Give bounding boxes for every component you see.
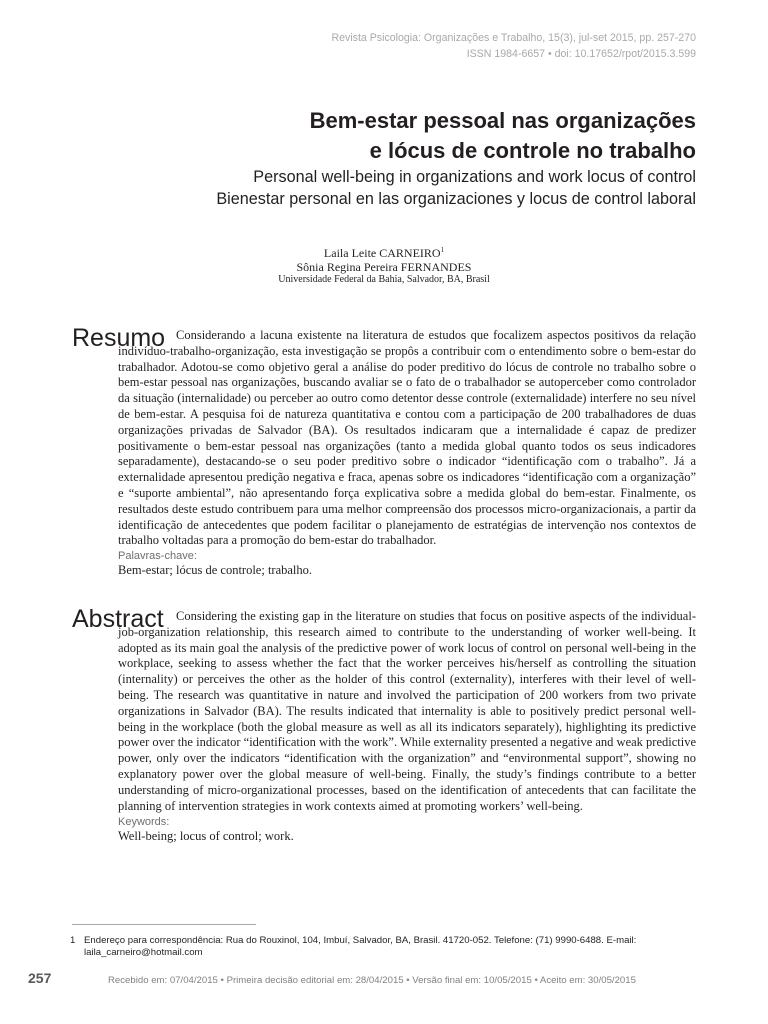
title-portuguese-line1: Bem-estar pessoal nas organizações [309, 108, 696, 133]
abstract-heading: Abstract [72, 605, 164, 633]
abstract-text: Considering the existing gap in the literature on studies that focus on positive aspects of the individual-job-organization relationship, this research aimed to contribute to the understanding of worker well-being. It adopted as its main goal the analysis of the predictive power of work locus of control on personal well-being in the workplace, seeking to assess whether the fact that the worker perceives his/herself as controlling the situation (internality) or perceives the other as the holder of this control (externality), interferes with their level of well-being. The research was quantitative in nature and involved the participation of 200 workers from two private organizations in Salvador (BA). The results indicated that internality is able to positively predict personal well-being in the workplace (both the global measure as well as all its indicators separately), highlighting its predictive power over the indicator “identification with the work”. While externality presented a negative and weak predictive power, only over the indicators “identification with the organization” and “environmental support”, showing no explanatory power over the global measure of well-being. Finally, the study’s findings contribute to a better understanding of micro-organizational processes, based on the identification of antecedents that can facilitate the planning of intervention strategies in work contexts aimed at promoting workers’ well-being. [118, 609, 697, 813]
abstract-body [118, 609, 696, 814]
title-portuguese-line2: e lócus de controle no trabalho [369, 138, 696, 163]
submission-dates: Recebido em: 07/04/2015 • Primeira decisão editorial em: 28/04/2015 • Versão final em: 10/05/2015 • Aceito em: 30/05/2015 [108, 975, 636, 986]
journal-citation: Revista Psicologia: Organizações e Trabalho, 15(3), jul-set 2015, pp. 257-270 [331, 32, 696, 44]
resumo-keywords: Bem-estar; lócus de controle; trabalho. [118, 563, 313, 577]
title-spanish: Bienestar personal en las organizaciones y locus de control laboral [216, 190, 696, 208]
page-number: 257 [28, 970, 52, 986]
footnote-divider [72, 924, 256, 925]
title-english: Personal well-being in organizations and work locus of control [253, 168, 696, 186]
author-block [0, 243, 768, 286]
footnote-mark: 1 [70, 935, 76, 946]
resumo-heading: Resumo [72, 324, 166, 352]
issn-doi: ISSN 1984-6657 • doi: 10.17652/rpot/2015.3.599 [466, 48, 696, 60]
resumo-text: Considerando a lacuna existente na literatura de estudos que focalizem aspectos positivos da relação indivíduo-trabalho-organização, esta investigação se propôs a contribuir com o entendimento sobre o bem-estar do trabalhador. Adotou-se como objetivo geral a análise do poder preditivo do lócus de controle no trabalho sobre o bem-estar pessoal nas organizações, buscando avaliar se o fato de o trabalhador se autoperceber como controlador da situação (internalidade) ou perceber ao outro como detentor desse controle (externalidade) interfere no seu nível de bem-estar. A pesquisa foi de natureza quantitativa e contou com a participação de 200 trabalhadores de duas organizações privadas de Salvador (BA). Os resultados indicaram que a internalidade é capaz de predizer positivamente o bem-estar pessoal nas organizações (tanto a medida global quanto todos os seus indicadores separadamente), destacando-se o seu poder preditivo sobre o indicador “identificação com o trabalho”. Já a externalidade apresentou predição negativa e fraca, apenas sobre os indicadores “identificação com a organização” e “suporte ambiental”, não apresentando força explicativa sobre a medida global do bem-estar. Finalmente, os resultados deste estudo contribuem para uma melhor compreensão dos processos micro-organizacionais, a partir da identificação de antecedentes que podem facilitar o planejamento de estratégias de intervenção nos contextos de trabalho voltadas para a promoção do bem-estar do trabalhador. [118, 328, 696, 548]
author-1-name: Laila Leite CARNEIRO [323, 246, 441, 260]
resumo-keywords-label: Palavras-chave: [118, 550, 197, 562]
footnote [70, 935, 700, 959]
affiliation: Universidade Federal da Bahia, Salvador, BA, Brasil [278, 274, 490, 285]
abstract-keywords: Well-being; locus of control; work. [118, 829, 294, 843]
author-1 [0, 243, 768, 260]
author-1-footnote-mark: 1 [440, 246, 445, 254]
abstract-keywords-label: Keywords: [118, 816, 170, 828]
footnote-text: Endereço para correspondência: Rua do Rouxinol, 104, Imbuí, Salvador, BA, Brasil. 41720-052. Telefone: (71) 9990-6488. E-mail: laila_carneiro@hotmail.com [84, 935, 637, 958]
author-2: Sônia Regina Pereira FERNANDES [296, 260, 472, 274]
journal-header [331, 30, 696, 62]
resumo-body [118, 328, 696, 549]
title-block [56, 106, 696, 210]
